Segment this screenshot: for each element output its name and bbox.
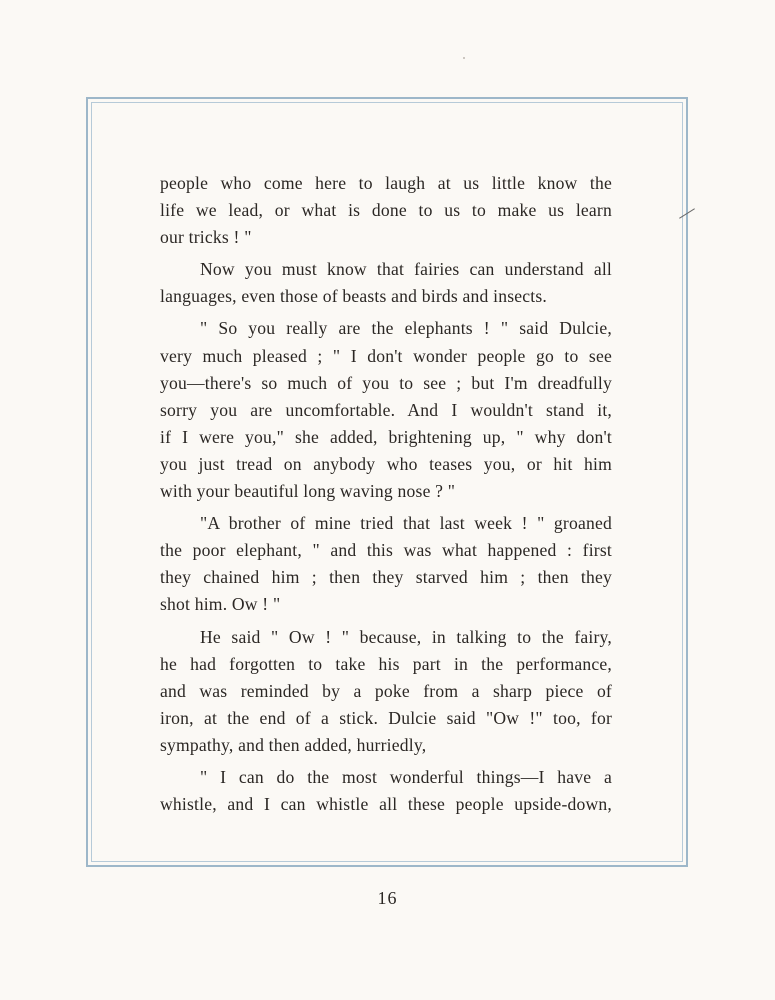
body-text (160, 170, 612, 818)
text-line: people who come here to laugh at us little know the (160, 173, 612, 193)
text-line: languages, even those of beasts and birds and insects. (160, 286, 548, 307)
text-line: they chained him ; then they starved him ; then they (160, 567, 612, 588)
text-line: he had forgotten to take his part in the performance, (160, 653, 612, 674)
text-line: the poor elephant, " and this was what happened : first (160, 540, 612, 561)
text-line: sorry you are uncomfortable. And I wouldn't stand it, (160, 399, 612, 420)
text-line: whistle, and I can whistle all these people upside-down, (160, 794, 612, 815)
page-number: 16 (377, 888, 398, 908)
text-line: shot him. Ow ! " (160, 594, 281, 615)
paragraph-1 (160, 170, 612, 251)
text-line: iron, at the end of a stick. Dulcie said "Ow !" too, for (160, 707, 612, 728)
paper-speck (463, 57, 465, 59)
paragraph-3 (160, 315, 612, 505)
text-line: He said " Ow ! " because, in talking to the fairy, (200, 626, 612, 647)
text-line: " I can do the most wonderful things—I have a (200, 766, 612, 787)
text-line: if I were you," she added, brightening up, " why don't (160, 426, 612, 447)
text-line: and was reminded by a poke from a sharp piece of (160, 680, 612, 701)
text-line: with your beautiful long waving nose ? " (160, 481, 456, 502)
paragraph-6 (160, 764, 612, 818)
text-line: very much pleased ; " I don't wonder people go to see (160, 345, 612, 366)
text-line: Now you must know that fairies can understand all (200, 259, 612, 280)
text-line: life we lead, or what is done to us to make us learn (160, 200, 612, 221)
text-line: " So you really are the elephants ! " said Dulcie, (200, 318, 612, 339)
paragraph-5 (160, 624, 612, 759)
text-line: our tricks ! " (160, 227, 252, 248)
text-line: you just tread on anybody who teases you, or hit him (160, 453, 612, 474)
paragraph-4 (160, 510, 612, 618)
paragraph-2 (160, 256, 612, 310)
text-line: "A brother of mine tried that last week ! " groaned (200, 513, 612, 534)
text-line: sympathy, and then added, hurriedly, (160, 734, 427, 755)
text-line: you—there's so much of you to see ; but I'm dreadfully (160, 372, 612, 393)
